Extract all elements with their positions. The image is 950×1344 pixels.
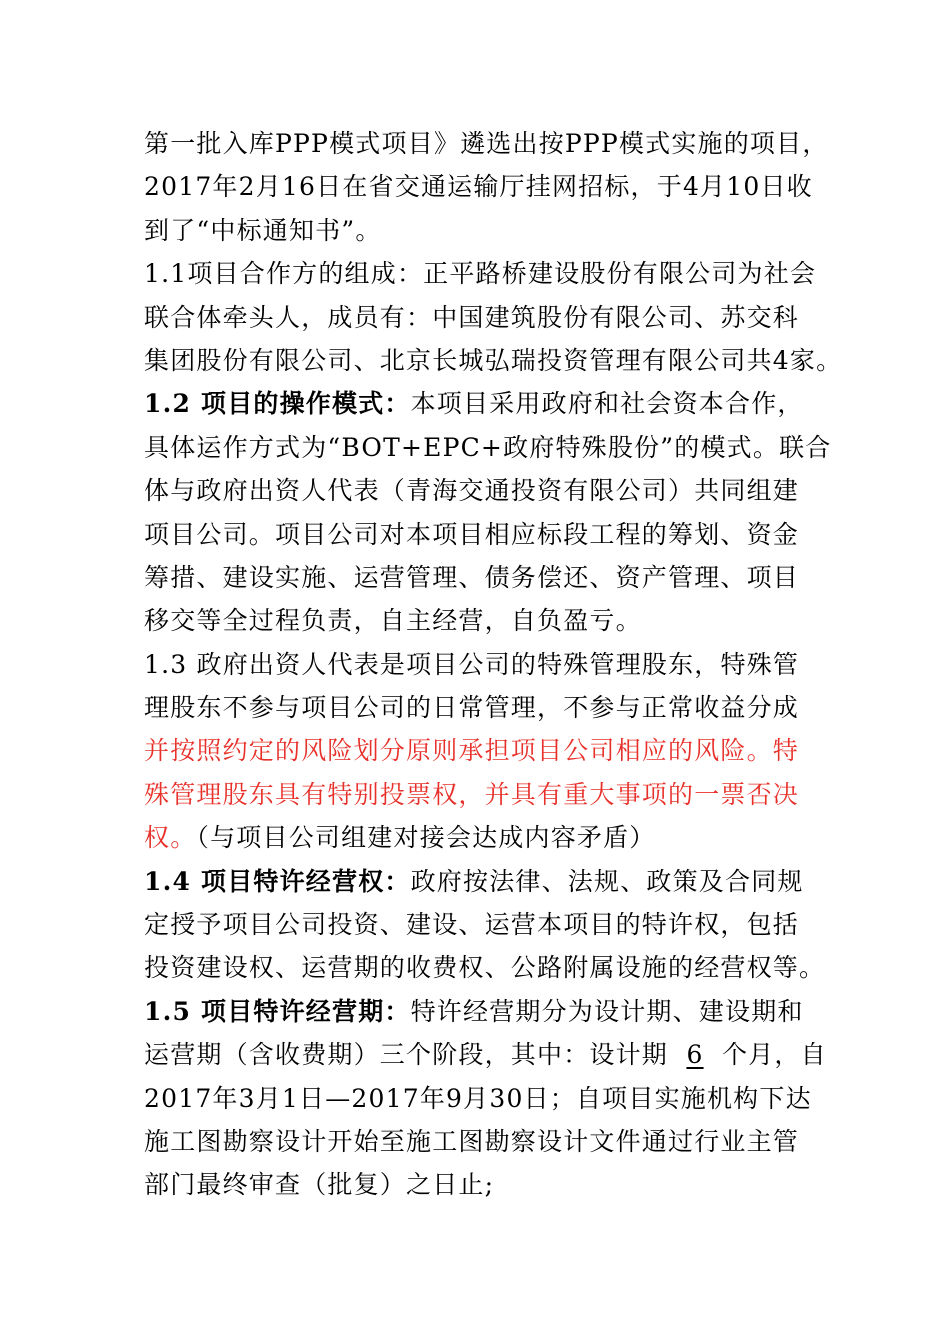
text-span: 个月，自 [722, 1040, 827, 1070]
text-line: 2017年3月1日—2017年9月30日；自项目实施机构下达 [144, 1083, 812, 1113]
section-heading: 1.4 项目特许经营权： [144, 866, 411, 896]
text-line: 部门最终审查（批复）之日止; [144, 1170, 495, 1200]
section-heading: 1.5 项目特许经营期： [144, 996, 411, 1026]
text-line: 第一批入库PPP模式项目》遴选出按PPP模式实施的项目， [144, 129, 829, 158]
text-line [144, 860, 824, 903]
document-body [144, 122, 843, 1207]
highlighted-text-line: 并按照约定的风险划分原则承担项目公司相应的风险。特 [144, 736, 800, 766]
text-line: 联合体牵头人，成员有：中国建筑股份有限公司、苏交科 [144, 302, 800, 332]
text-line: 移交等全过程负责，自主经营，自负盈亏。 [144, 606, 642, 636]
section-heading: 1.2 项目的操作模式： [144, 389, 411, 419]
section-1-3 [144, 643, 824, 860]
text-line: 筹措、建设实施、运营管理、债务偿还、资产管理、项目 [144, 562, 800, 592]
text-line: 理股东不参与项目公司的日常管理，不参与正常收益分成 [144, 693, 800, 723]
highlighted-text-line: 殊管理股东具有特别投票权，并具有重大事项的一票否决 [144, 779, 800, 809]
highlighted-text-span: 权。 [144, 823, 197, 853]
annotation-note: （与项目公司组建对接会达成内容矛盾） [196, 823, 656, 853]
text-span: 特许经营期分为设计期、建设期和 [410, 996, 804, 1026]
section-1-1 [144, 252, 843, 382]
text-line [144, 816, 824, 859]
text-line: 施工图勘察设计开始至施工图勘察设计文件通过行业主管 [144, 1126, 800, 1156]
text-line: 体与政府出资人代表（青海交通投资有限公司）共同组建 [144, 476, 800, 506]
text-line: 集团股份有限公司、北京长城弘瑞投资管理有限公司共4家。 [144, 345, 843, 375]
section-1-2 [144, 382, 832, 642]
text-line [144, 1033, 827, 1076]
text-span: 运营期（含收费期）三个阶段，其中：设计期 [144, 1040, 669, 1070]
text-line: 1.1项目合作方的组成：正平路桥建设股份有限公司为社会 [144, 259, 817, 289]
text-line: 项目公司。项目公司对本项目相应标段工程的筹划、资金 [144, 519, 800, 549]
intro-paragraph [144, 122, 829, 252]
text-line: 具体运作方式为“BOT+EPC+政府特殊股份”的模式。联合 [144, 432, 832, 462]
text-line: 到了“中标通知书”。 [144, 215, 382, 245]
section-1-4 [144, 860, 824, 990]
text-line: 定授予项目公司投资、建设、运营本项目的特许权，包括 [144, 910, 800, 940]
design-period-months: 6 [686, 1040, 704, 1070]
text-line: 2017年2月16日在省交通运输厅挂网招标，于4月10日收 [144, 172, 813, 202]
section-1-5 [144, 990, 827, 1207]
text-line [144, 990, 824, 1033]
text-span: 本项目采用政府和社会资本合作， [410, 389, 804, 419]
text-line: 投资建设权、运营期的收费权、公路附属设施的经营权等。 [144, 953, 826, 983]
text-span: 政府按法律、法规、政策及合同规 [410, 866, 804, 896]
text-line [144, 382, 824, 425]
text-line: 1.3 政府出资人代表是项目公司的特殊管理股东，特殊管 [144, 649, 800, 679]
